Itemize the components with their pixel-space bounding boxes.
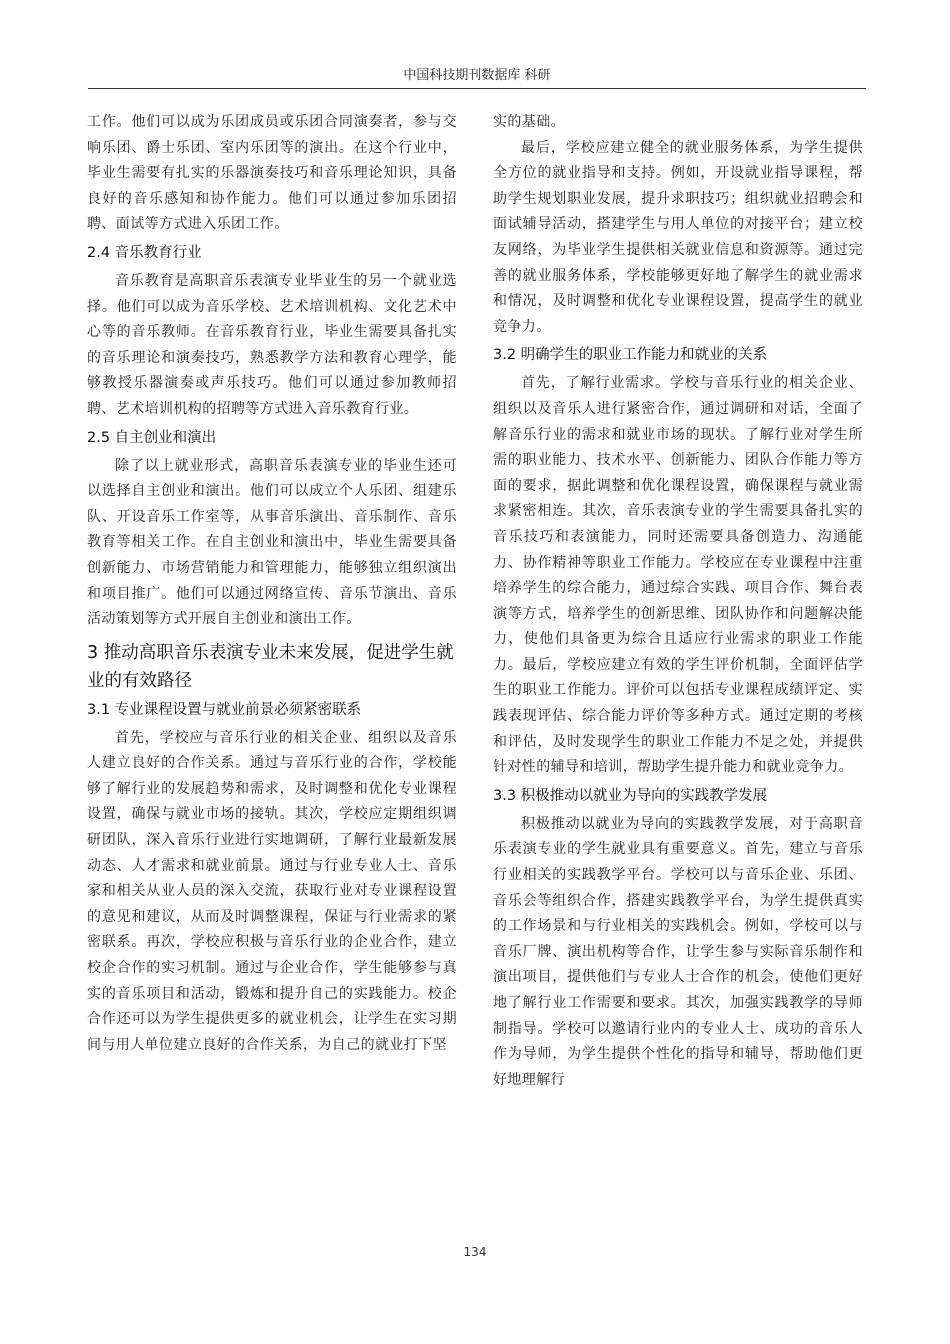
paragraph: 首先，学校应与音乐行业的相关企业、组织以及音乐人建立良好的合作关系。通过与音乐行业的合作，学校能够了解行业的发展趋势和需求，及时调整和优化专业课程设置，确保与就业市场的接轨。其次，学校应定期组织调研团队，深入音乐行业进行实地调研，了解行业最新发展动态、人才需求和就业前景。通过与行业专业人士、音乐家和相关从业人员的深入交流，获取行业对专业课程设置的意见和建议，从而及时调整课程，保证与行业需求的紧密联系。再次，学校应积极与音乐行业的企业合作，建立校企合作的实习机制。通过与企业合作，学生能够参与真实的音乐项目和活动，锻炼和提升自己的实践能力。校企合作还可以为学生提供更多的就业机会，让学生在实习期间与用人单位建立良好的合作关系，为自己的就业打下坚: [87, 729, 457, 1053]
running-header: 中国科技期刊数据库 科研: [403, 68, 551, 83]
left-column: [87, 110, 457, 1058]
section-heading-3-2: 3.2 明确学生的职业工作能力和就业的关系: [493, 347, 768, 364]
section-heading-2-4: 2.4 音乐教育行业: [87, 244, 202, 261]
paragraph: 实的基础。: [493, 114, 565, 130]
section-heading-3: 3 推动高职音乐表演专业未来发展，促进学生就业的有效路径: [87, 642, 454, 691]
paragraph: 工作。他们可以成为乐团成员或乐团合同演奏者，参与交响乐团、爵士乐团、室内乐团等的演出。在这个行业中，毕业生需要有扎实的乐器演奏技巧和音乐理论知识，具备良好的音乐感知和协作能力。他们可以通过参加乐团招聘、面试等方式进入乐团工作。: [87, 114, 457, 233]
section-heading-2-5: 2.5 自主创业和演出: [87, 429, 217, 446]
paragraph: 积极推动以就业为导向的实践教学发展，对于高职音乐表演专业的学生就业具有重要意义。首先，建立与音乐行业相关的实践教学平台。学校可以与音乐企业、乐团、音乐会等组织合作，搭建实践教学平台，为学生提供真实的工作场景和与行业相关的实践机会。例如，学校可以与音乐厂牌、演出机构等合作，让学生参与实际音乐制作和演出项目，提供他们与专业人士合作的机会，使他们更好地了解行业工作需要和要求。其次，加强实践教学的导师制指导。学校可以邀请行业内的专业人士、成功的音乐人作为导师，为学生提供个性化的指导和辅导，帮助他们更好地理解行: [493, 815, 863, 1088]
section-heading-3-3: 3.3 积极推动以就业为导向的实践教学发展: [493, 787, 768, 804]
paragraph: 音乐教育是高职音乐表演专业毕业生的另一个就业选择。他们可以成为音乐学校、艺术培训机构、文化艺术中心等的音乐教师。在音乐教育行业，毕业生需要具备扎实的音乐理论和演奏技巧，熟悉教学方法和教育心理学，能够教授乐器演奏或声乐技巧。他们可以通过参加教师招聘、艺术培训机构的招聘等方式进入音乐教育行业。: [87, 272, 457, 417]
section-heading-3-1: 3.1 专业课程设置与就业前景必须紧密联系: [87, 701, 362, 718]
paragraph: 首先，了解行业需求。学校与音乐行业的相关企业、组织以及音乐人进行紧密合作，通过调研和对话，全面了解音乐行业的需求和就业市场的现状。了解行业对学生所需的职业能力、技术水平、创新能力、团队合作能力等方面的要求，据此调整和优化课程设置，确保课程与就业需求紧密相连。其次，音乐表演专业的学生需要具备扎实的音乐技巧和表演能力，同时还需要具备创造力、沟通能力、协作精神等职业工作能力。学校应在专业课程中注重培养学生的综合能力，通过综合实践、项目合作、舞台表演等方式，培养学生的创新思维、团队协作和问题解决能力，使他们具备更为综合且适应行业需求的职业工作能力。最后，学校应建立有效的学生评价机制，全面评估学生的职业工作能力。评价可以包括专业课程成绩评定、实践表现评估、综合能力评价等多种方式。通过定期的考核和评估，及时发现学生的职业工作能力不足之处，并提供针对性的辅导和培训，帮助学生提升能力和就业竞争力。: [493, 375, 863, 776]
paragraph: 除了以上就业形式，高职音乐表演专业的毕业生还可以选择自主创业和演出。他们可以成立个人乐团、组建乐队、开设音乐工作室等，从事音乐演出、音乐制作、音乐教育等相关工作。在自主创业和演出中，毕业生需要具备创新能力、市场营销能力和管理能力，能够独立组织演出和项目推广。他们可以通过网络宣传、音乐节演出、音乐活动策划等方式开展自主创业和演出工作。: [87, 457, 457, 628]
paragraph: 最后，学校应建立健全的就业服务体系，为学生提供全方位的就业指导和支持。例如，开设就业指导课程，帮助学生规划职业发展，提升求职技巧；组织就业招聘会和面试辅导活动，搭建学生与用人单位的对接平台；建立校友网络，为毕业学生提供相关就业信息和资源等。通过完善的就业服务体系，学校能够更好地了解学生的就业需求和情况，及时调整和优化专业课程设置，提高学生的就业竞争力。: [493, 139, 863, 335]
page-number: 134: [463, 1245, 487, 1259]
header-rule: [88, 88, 866, 89]
right-column: [493, 110, 863, 1093]
